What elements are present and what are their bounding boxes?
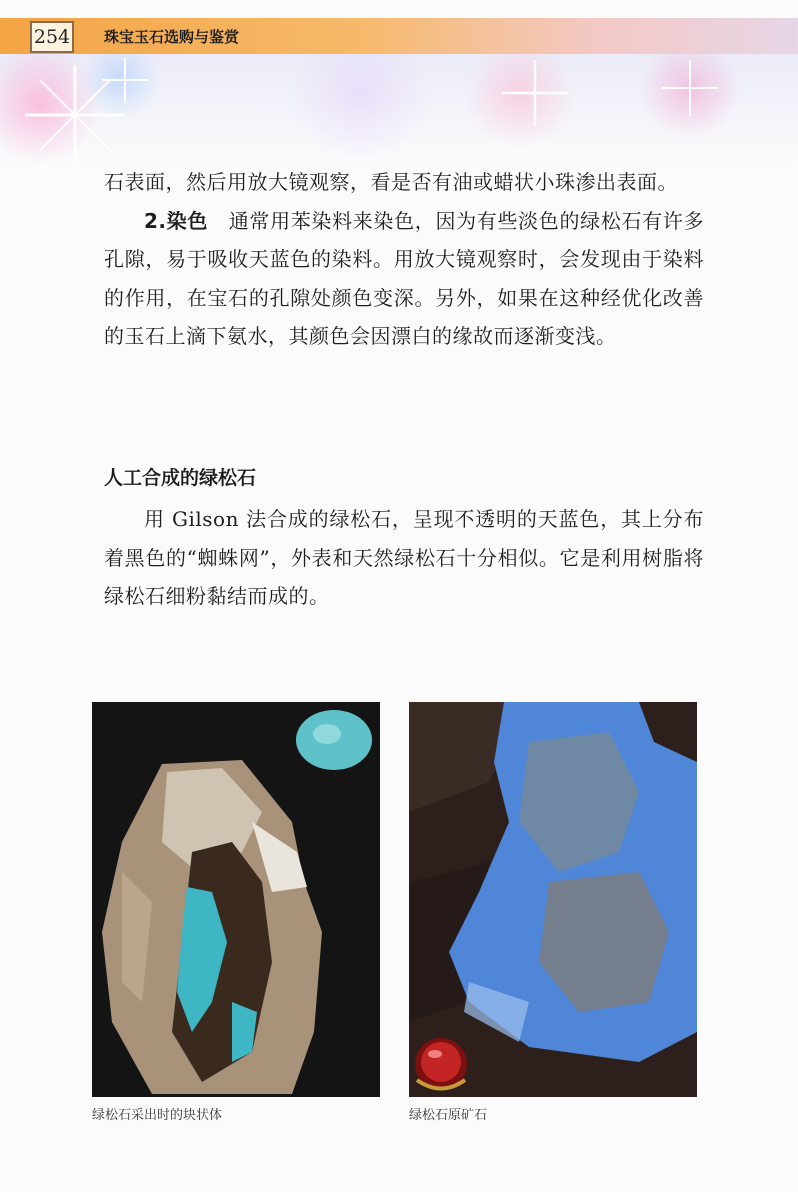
body-text <box>104 163 704 356</box>
sparkle-icon <box>500 58 570 128</box>
book-title: 珠宝玉石选购与鉴赏 <box>104 28 240 46</box>
paragraph-text: 通常用苯染料来染色，因为有些淡色的绿松石有许多孔隙，易于吸收天蓝色的染料。用放大镜观察时，会发现由于染料的作用，在宝石的孔隙处颜色变深。另外，如果在这种经优化改善的玉石上滴下氨水，其颜色会因漂白的缘故而逐渐变浅。 <box>104 208 705 348</box>
section-text <box>104 500 704 616</box>
sparkle-icon <box>100 55 150 105</box>
photo-turquoise-block <box>92 702 380 1097</box>
figure-caption: 绿松石采出时的块状体 <box>92 1108 223 1123</box>
section-heading: 人工合成的绿松石 <box>104 467 257 489</box>
figure-caption: 绿松石原矿石 <box>409 1108 488 1123</box>
sparkle-icon <box>660 58 720 118</box>
paragraph: 用 Gilson 法合成的绿松石，呈现不透明的天蓝色，其上分布着黑色的“蜘蛛网”，外表和天然绿松石十分相似。它是利用树脂将绿松石细粉黏结而成的。 <box>104 507 704 608</box>
paragraph: 石表面，然后用放大镜观察，看是否有油或蜡状小珠渗出表面。 <box>104 170 678 194</box>
photo-turquoise-rough <box>409 702 697 1097</box>
term-label: 2.染色 <box>144 208 209 233</box>
paragraph-dyeing <box>104 202 704 356</box>
page-number: 254 <box>30 21 74 53</box>
